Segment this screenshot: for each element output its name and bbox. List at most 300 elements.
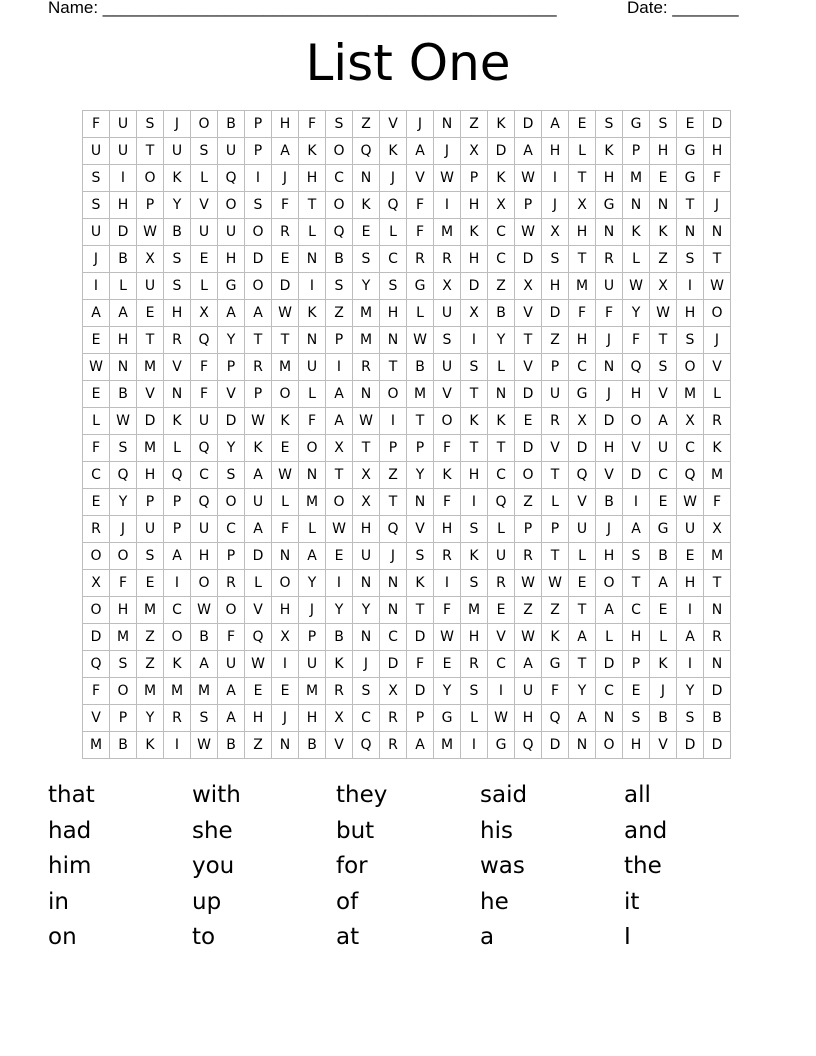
- word-list-item: had: [48, 817, 92, 844]
- grid-cell: X: [650, 273, 677, 300]
- grid-cell: E: [245, 678, 272, 705]
- grid-cell: H: [542, 138, 569, 165]
- grid-cell: O: [191, 570, 218, 597]
- grid-cell: T: [704, 570, 731, 597]
- grid-cell: S: [191, 138, 218, 165]
- grid-cell: V: [596, 462, 623, 489]
- grid-cell: Y: [218, 435, 245, 462]
- grid-cell: I: [677, 597, 704, 624]
- grid-cell: G: [488, 732, 515, 759]
- grid-cell: L: [110, 273, 137, 300]
- grid-cell: E: [83, 327, 110, 354]
- grid-row: [83, 327, 731, 354]
- grid-cell: L: [299, 381, 326, 408]
- grid-cell: A: [299, 543, 326, 570]
- grid-cell: T: [407, 597, 434, 624]
- grid-cell: T: [650, 327, 677, 354]
- grid-cell: M: [353, 327, 380, 354]
- grid-cell: U: [299, 354, 326, 381]
- grid-cell: D: [407, 624, 434, 651]
- grid-cell: P: [299, 624, 326, 651]
- grid-cell: X: [380, 678, 407, 705]
- grid-cell: A: [515, 138, 542, 165]
- grid-cell: B: [704, 705, 731, 732]
- word-list-item: and: [624, 817, 668, 844]
- grid-cell: F: [569, 300, 596, 327]
- word-list-item: that: [48, 782, 95, 808]
- grid-cell: U: [299, 651, 326, 678]
- grid-cell: V: [569, 489, 596, 516]
- grid-cell: K: [326, 651, 353, 678]
- word-list-item: said: [480, 782, 528, 808]
- grid-row: [83, 597, 731, 624]
- grid-cell: O: [596, 570, 623, 597]
- grid-cell: A: [515, 651, 542, 678]
- grid-cell: Z: [245, 732, 272, 759]
- grid-cell: U: [677, 516, 704, 543]
- grid-cell: T: [137, 138, 164, 165]
- grid-cell: T: [461, 435, 488, 462]
- grid-cell: E: [83, 381, 110, 408]
- grid-cell: K: [596, 138, 623, 165]
- grid-cell: R: [218, 570, 245, 597]
- grid-cell: P: [623, 651, 650, 678]
- grid-cell: R: [272, 219, 299, 246]
- grid-row: [83, 111, 731, 138]
- grid-cell: S: [677, 246, 704, 273]
- grid-cell: X: [488, 192, 515, 219]
- grid-cell: S: [83, 165, 110, 192]
- grid-cell: P: [218, 543, 245, 570]
- grid-cell: N: [110, 354, 137, 381]
- grid-cell: J: [380, 543, 407, 570]
- grid-cell: U: [164, 138, 191, 165]
- grid-cell: H: [272, 111, 299, 138]
- grid-cell: V: [380, 111, 407, 138]
- grid-cell: Y: [353, 597, 380, 624]
- grid-cell: S: [353, 246, 380, 273]
- grid-cell: O: [110, 543, 137, 570]
- grid-cell: F: [218, 624, 245, 651]
- grid-cell: O: [272, 570, 299, 597]
- grid-cell: H: [380, 300, 407, 327]
- grid-cell: L: [623, 246, 650, 273]
- word-list-item: for: [336, 853, 368, 879]
- grid-cell: V: [434, 381, 461, 408]
- grid-cell: T: [569, 165, 596, 192]
- grid-cell: A: [623, 516, 650, 543]
- grid-cell: M: [461, 597, 488, 624]
- grid-cell: S: [461, 570, 488, 597]
- grid-cell: O: [677, 354, 704, 381]
- grid-cell: F: [434, 435, 461, 462]
- grid-cell: S: [461, 678, 488, 705]
- grid-cell: U: [191, 516, 218, 543]
- grid-cell: H: [623, 624, 650, 651]
- grid-cell: K: [542, 624, 569, 651]
- grid-cell: X: [704, 516, 731, 543]
- grid-cell: F: [407, 192, 434, 219]
- grid-row: [83, 408, 731, 435]
- grid-cell: X: [326, 435, 353, 462]
- grid-cell: O: [83, 543, 110, 570]
- grid-cell: K: [380, 138, 407, 165]
- grid-cell: R: [704, 624, 731, 651]
- grid-cell: C: [650, 462, 677, 489]
- grid-cell: P: [137, 489, 164, 516]
- grid-cell: P: [245, 111, 272, 138]
- grid-cell: R: [245, 354, 272, 381]
- grid-cell: F: [83, 435, 110, 462]
- grid-cell: B: [218, 732, 245, 759]
- grid-cell: F: [434, 597, 461, 624]
- grid-row: [83, 489, 731, 516]
- grid-cell: R: [83, 516, 110, 543]
- grid-cell: D: [515, 111, 542, 138]
- grid-cell: K: [623, 219, 650, 246]
- grid-cell: N: [380, 570, 407, 597]
- grid-cell: R: [326, 678, 353, 705]
- grid-cell: C: [380, 624, 407, 651]
- grid-cell: S: [407, 543, 434, 570]
- grid-cell: L: [272, 489, 299, 516]
- grid-cell: N: [272, 732, 299, 759]
- grid-cell: H: [137, 462, 164, 489]
- grid-row: [83, 732, 731, 759]
- grid-cell: T: [569, 597, 596, 624]
- grid-cell: P: [623, 138, 650, 165]
- grid-cell: H: [299, 165, 326, 192]
- grid-cell: P: [407, 705, 434, 732]
- grid-cell: K: [299, 138, 326, 165]
- grid-cell: Y: [137, 705, 164, 732]
- grid-row: [83, 300, 731, 327]
- grid-cell: K: [488, 165, 515, 192]
- grid-cell: E: [353, 219, 380, 246]
- grid-cell: J: [596, 381, 623, 408]
- grid-cell: B: [164, 219, 191, 246]
- grid-cell: R: [434, 246, 461, 273]
- grid-cell: G: [650, 516, 677, 543]
- grid-cell: T: [542, 462, 569, 489]
- grid-cell: D: [515, 435, 542, 462]
- grid-cell: L: [542, 489, 569, 516]
- grid-cell: B: [326, 624, 353, 651]
- grid-cell: Z: [650, 246, 677, 273]
- grid-cell: P: [218, 354, 245, 381]
- grid-cell: M: [407, 381, 434, 408]
- grid-cell: Q: [542, 705, 569, 732]
- grid-cell: O: [218, 489, 245, 516]
- grid-cell: O: [515, 462, 542, 489]
- grid-cell: P: [380, 435, 407, 462]
- grid-cell: L: [650, 624, 677, 651]
- grid-cell: E: [515, 408, 542, 435]
- grid-cell: N: [704, 219, 731, 246]
- grid-cell: D: [245, 543, 272, 570]
- grid-cell: U: [434, 300, 461, 327]
- grid-cell: S: [380, 273, 407, 300]
- grid-cell: H: [704, 138, 731, 165]
- grid-cell: M: [137, 678, 164, 705]
- grid-cell: I: [326, 354, 353, 381]
- grid-cell: I: [542, 165, 569, 192]
- grid-cell: Q: [353, 138, 380, 165]
- grid-cell: Q: [218, 165, 245, 192]
- grid-cell: R: [542, 408, 569, 435]
- grid-cell: W: [623, 273, 650, 300]
- grid-cell: W: [326, 516, 353, 543]
- grid-cell: Q: [623, 354, 650, 381]
- grid-cell: E: [83, 489, 110, 516]
- word-list-item: I: [624, 924, 631, 950]
- grid-cell: Q: [353, 732, 380, 759]
- grid-cell: W: [191, 732, 218, 759]
- grid-cell: U: [191, 408, 218, 435]
- word-list-item: in: [48, 888, 69, 915]
- grid-cell: H: [677, 300, 704, 327]
- grid-cell: S: [137, 543, 164, 570]
- grid-cell: K: [245, 435, 272, 462]
- grid-cell: A: [245, 516, 272, 543]
- grid-cell: T: [569, 651, 596, 678]
- grid-cell: H: [353, 516, 380, 543]
- grid-cell: Y: [434, 678, 461, 705]
- grid-cell: C: [218, 516, 245, 543]
- word-list-item: of: [336, 888, 359, 915]
- grid-cell: H: [650, 138, 677, 165]
- grid-cell: F: [596, 300, 623, 327]
- grid-cell: Q: [380, 516, 407, 543]
- grid-row: [83, 219, 731, 246]
- grid-cell: D: [218, 408, 245, 435]
- grid-cell: D: [596, 408, 623, 435]
- grid-cell: H: [596, 165, 623, 192]
- grid-cell: E: [434, 651, 461, 678]
- grid-cell: Z: [542, 327, 569, 354]
- grid-cell: T: [245, 327, 272, 354]
- grid-cell: K: [461, 408, 488, 435]
- grid-cell: F: [704, 165, 731, 192]
- grid-cell: O: [218, 597, 245, 624]
- grid-cell: Z: [353, 111, 380, 138]
- grid-cell: A: [218, 300, 245, 327]
- grid-row: [83, 273, 731, 300]
- grid-cell: I: [380, 408, 407, 435]
- grid-cell: L: [569, 138, 596, 165]
- grid-cell: C: [596, 678, 623, 705]
- grid-cell: N: [650, 192, 677, 219]
- grid-cell: Y: [407, 462, 434, 489]
- grid-cell: S: [83, 192, 110, 219]
- grid-cell: W: [191, 597, 218, 624]
- grid-cell: F: [191, 381, 218, 408]
- grid-cell: B: [650, 705, 677, 732]
- grid-cell: X: [677, 408, 704, 435]
- grid-cell: Q: [191, 435, 218, 462]
- grid-cell: H: [596, 543, 623, 570]
- grid-cell: I: [164, 570, 191, 597]
- grid-cell: P: [245, 138, 272, 165]
- grid-cell: O: [272, 381, 299, 408]
- grid-cell: E: [488, 597, 515, 624]
- grid-cell: K: [461, 543, 488, 570]
- grid-cell: R: [704, 408, 731, 435]
- grid-cell: H: [623, 381, 650, 408]
- grid-cell: M: [569, 273, 596, 300]
- grid-cell: Q: [191, 327, 218, 354]
- grid-cell: F: [110, 570, 137, 597]
- grid-cell: Y: [623, 300, 650, 327]
- grid-cell: J: [704, 327, 731, 354]
- grid-cell: A: [596, 597, 623, 624]
- grid-row: [83, 381, 731, 408]
- date-field-label: Date: _______: [627, 0, 739, 17]
- grid-cell: A: [569, 624, 596, 651]
- grid-cell: E: [650, 489, 677, 516]
- grid-cell: C: [488, 462, 515, 489]
- grid-cell: J: [434, 138, 461, 165]
- grid-cell: Q: [110, 462, 137, 489]
- grid-cell: X: [515, 273, 542, 300]
- grid-row: [83, 651, 731, 678]
- grid-cell: U: [353, 543, 380, 570]
- grid-cell: T: [272, 327, 299, 354]
- grid-cell: Z: [515, 489, 542, 516]
- grid-cell: O: [623, 408, 650, 435]
- grid-cell: P: [137, 192, 164, 219]
- grid-cell: S: [677, 705, 704, 732]
- grid-row: [83, 705, 731, 732]
- grid-cell: N: [596, 219, 623, 246]
- grid-cell: V: [407, 516, 434, 543]
- grid-row: [83, 462, 731, 489]
- grid-cell: M: [164, 678, 191, 705]
- grid-cell: B: [110, 732, 137, 759]
- grid-cell: T: [353, 435, 380, 462]
- grid-cell: X: [353, 462, 380, 489]
- grid-cell: K: [650, 651, 677, 678]
- grid-cell: U: [515, 678, 542, 705]
- word-list-item: but: [336, 817, 375, 844]
- grid-row: [83, 435, 731, 462]
- grid-cell: M: [677, 381, 704, 408]
- grid-cell: P: [326, 327, 353, 354]
- word-list-item: with: [192, 782, 241, 808]
- grid-cell: J: [650, 678, 677, 705]
- grid-cell: Y: [164, 192, 191, 219]
- grid-cell: G: [218, 273, 245, 300]
- grid-cell: K: [164, 408, 191, 435]
- grid-cell: S: [596, 111, 623, 138]
- grid-cell: A: [245, 300, 272, 327]
- grid-cell: S: [461, 354, 488, 381]
- grid-cell: E: [650, 165, 677, 192]
- grid-cell: L: [407, 300, 434, 327]
- grid-cell: S: [245, 192, 272, 219]
- grid-cell: Z: [461, 111, 488, 138]
- grid-cell: T: [704, 246, 731, 273]
- grid-cell: N: [353, 165, 380, 192]
- grid-cell: P: [515, 516, 542, 543]
- grid-cell: D: [515, 381, 542, 408]
- grid-cell: L: [191, 165, 218, 192]
- grid-cell: Y: [218, 327, 245, 354]
- grid-cell: F: [542, 678, 569, 705]
- grid-cell: A: [191, 651, 218, 678]
- grid-cell: L: [488, 354, 515, 381]
- grid-cell: I: [677, 651, 704, 678]
- grid-cell: S: [650, 354, 677, 381]
- grid-cell: V: [515, 300, 542, 327]
- grid-cell: Y: [488, 327, 515, 354]
- grid-cell: R: [596, 246, 623, 273]
- grid-cell: O: [137, 165, 164, 192]
- grid-cell: V: [704, 354, 731, 381]
- grid-cell: S: [218, 462, 245, 489]
- grid-cell: B: [596, 489, 623, 516]
- grid-cell: T: [677, 192, 704, 219]
- grid-cell: G: [542, 651, 569, 678]
- grid-cell: H: [623, 732, 650, 759]
- grid-cell: S: [326, 273, 353, 300]
- grid-cell: J: [164, 111, 191, 138]
- grid-cell: M: [353, 300, 380, 327]
- grid-cell: B: [407, 354, 434, 381]
- grid-cell: D: [515, 246, 542, 273]
- grid-cell: X: [569, 192, 596, 219]
- grid-cell: B: [650, 543, 677, 570]
- grid-cell: S: [650, 111, 677, 138]
- grid-cell: K: [434, 462, 461, 489]
- grid-cell: R: [353, 354, 380, 381]
- grid-row: [83, 678, 731, 705]
- grid-cell: F: [623, 327, 650, 354]
- grid-cell: S: [461, 516, 488, 543]
- grid-cell: I: [461, 732, 488, 759]
- word-list-item: all: [624, 782, 651, 808]
- grid-cell: R: [164, 705, 191, 732]
- word-list-item: it: [624, 888, 640, 915]
- grid-cell: A: [218, 678, 245, 705]
- grid-cell: H: [164, 300, 191, 327]
- grid-cell: D: [488, 138, 515, 165]
- grid-cell: J: [596, 516, 623, 543]
- grid-cell: T: [461, 381, 488, 408]
- grid-cell: V: [650, 732, 677, 759]
- grid-cell: S: [542, 246, 569, 273]
- grid-cell: W: [515, 570, 542, 597]
- grid-cell: D: [542, 732, 569, 759]
- grid-cell: S: [326, 111, 353, 138]
- grid-cell: X: [326, 705, 353, 732]
- grid-cell: I: [83, 273, 110, 300]
- grid-cell: H: [461, 192, 488, 219]
- grid-cell: A: [272, 138, 299, 165]
- grid-cell: L: [83, 408, 110, 435]
- grid-cell: W: [488, 705, 515, 732]
- grid-cell: Q: [191, 489, 218, 516]
- grid-cell: O: [596, 732, 623, 759]
- grid-cell: I: [461, 327, 488, 354]
- word-list-item: a: [480, 924, 495, 950]
- grid-cell: J: [272, 165, 299, 192]
- grid-cell: B: [488, 300, 515, 327]
- grid-cell: M: [110, 624, 137, 651]
- grid-cell: N: [434, 111, 461, 138]
- grid-cell: B: [191, 624, 218, 651]
- grid-cell: V: [245, 597, 272, 624]
